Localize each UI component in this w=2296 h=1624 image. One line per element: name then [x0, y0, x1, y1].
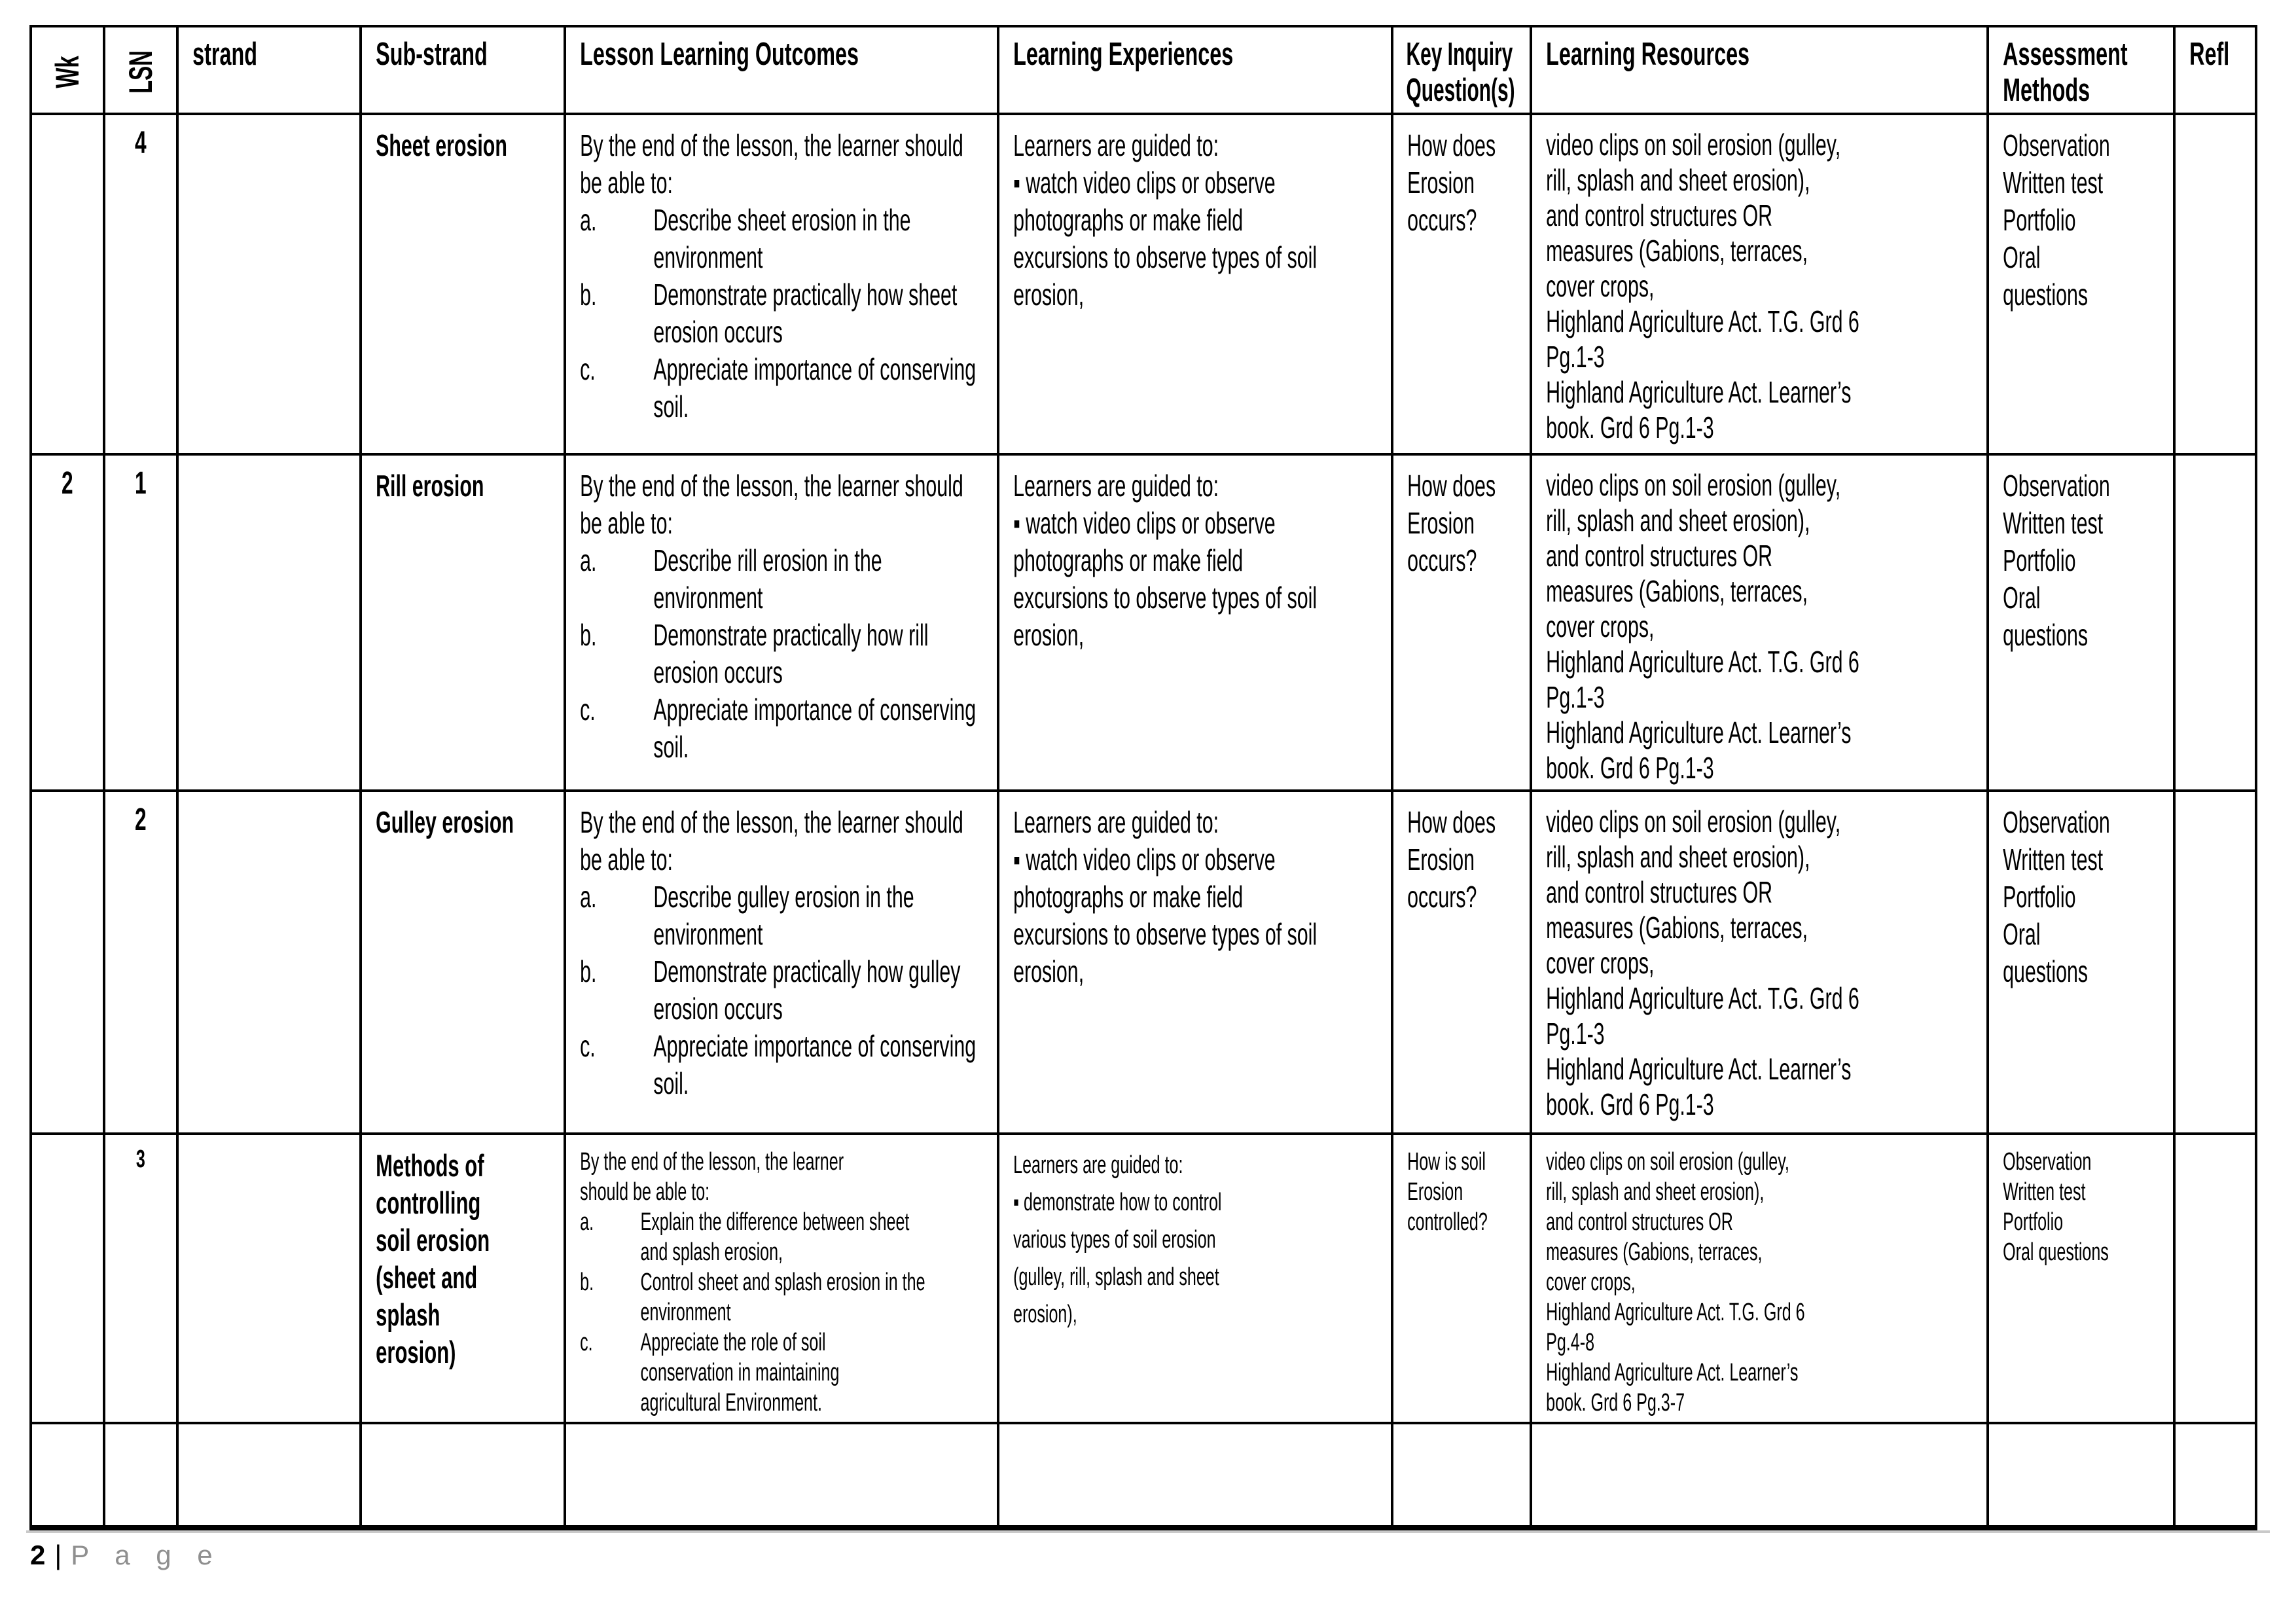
header-substrand: [361, 26, 565, 114]
line-text: cover crops,: [1546, 609, 1655, 643]
line-text: photographs or make field: [1013, 543, 1244, 577]
line-text: Highland Agriculture Act. T.G. Grd 6: [1546, 981, 1859, 1015]
line-text: erosion occurs: [653, 992, 783, 1026]
line-text: measures (Gabions, terraces,: [1546, 574, 1808, 608]
line-text: Written test: [2003, 1178, 2086, 1206]
line-text: be able to:: [580, 166, 673, 200]
list-marker: [580, 1065, 653, 1102]
line-text: Demonstrate practically how rill: [653, 618, 929, 652]
cell-wk: [31, 454, 104, 791]
substrand-value: [362, 1424, 563, 1440]
line-text: Observation: [2003, 805, 2110, 839]
footer-divider: [26, 1530, 2270, 1533]
cell-resources: [1531, 1134, 1988, 1423]
line-text: ▪ watch video clips or observe: [1013, 842, 1276, 876]
refl-value: [2176, 1135, 2255, 1151]
line-text: measures (Gabions, terraces,: [1546, 911, 1808, 945]
line-text: occurs?: [1407, 543, 1477, 577]
line-text: Control sheet and splash erosion in the: [640, 1269, 925, 1296]
cell-outcomes: [565, 114, 998, 454]
list-marker: a.: [580, 1208, 594, 1236]
line-text: book. Grd 6 Pg.1-3: [1546, 410, 1714, 444]
cell-inquiry: [1392, 114, 1531, 454]
line-text: be able to:: [580, 506, 673, 540]
wk-value: [32, 1424, 103, 1434]
cell-strand: [177, 454, 361, 791]
resources-text: [1532, 456, 1985, 789]
header-experiences-label: Learning Experiences: [1013, 37, 1234, 72]
table-row-empty: [31, 1423, 2256, 1528]
line-text: Oral: [2003, 917, 2041, 951]
table-row-gulley-erosion: [31, 791, 2256, 1134]
cell-substrand: [361, 1423, 565, 1528]
line-text: Observation: [2003, 128, 2110, 162]
inquiry-text: [1393, 1135, 1529, 1241]
line-text: rill, splash and sheet erosion),: [1546, 503, 1810, 537]
list-marker: c.: [580, 1029, 596, 1063]
line-text: book. Grd 6 Pg.3-7: [1546, 1389, 1685, 1416]
line-text: Appreciate the role of soil: [640, 1329, 826, 1356]
refl-value: [2176, 792, 2255, 808]
strand-value: [179, 115, 359, 131]
line-text: rill, splash and sheet erosion),: [1546, 840, 1810, 874]
line-text: and splash erosion,: [640, 1238, 783, 1266]
substrand-value: [362, 1135, 563, 1375]
cell-lsn: [104, 114, 177, 454]
assessment-text: [1989, 1424, 2172, 1440]
line-text: and control structures OR: [1546, 539, 1773, 573]
line-text: By the end of the lesson, the learner: [580, 1148, 844, 1176]
cell-lsn: [104, 791, 177, 1134]
resources-text: [1532, 115, 1985, 449]
footer-separator: |: [54, 1540, 62, 1570]
line-text: erosion occurs: [653, 315, 783, 349]
line-text: video clips on soil erosion (gulley,: [1546, 804, 1841, 839]
line-text: How is soil: [1407, 1148, 1486, 1176]
wk-value: [32, 792, 103, 801]
cell-resources: [1531, 454, 1988, 791]
line-text: questions: [2003, 278, 2089, 312]
line-text: Learners are guided to:: [1013, 805, 1219, 839]
line-text: and control structures OR: [1546, 198, 1773, 232]
list-marker: [580, 1358, 640, 1388]
header-wk: [31, 26, 104, 114]
inquiry-text: [1393, 456, 1529, 583]
line-text: Highland Agriculture Act. Learner’s: [1546, 1052, 1852, 1086]
cell-substrand: [361, 454, 565, 791]
cell-outcomes: [565, 1423, 998, 1528]
cell-experiences: [998, 114, 1392, 454]
line-text: Gulley erosion: [376, 805, 514, 839]
header-wk-label: Wk: [49, 55, 86, 88]
cell-assessment: [1988, 1134, 2174, 1423]
line-text: controlling: [376, 1185, 481, 1220]
resources-text: [1532, 792, 1985, 1126]
line-text: erosion occurs: [653, 655, 783, 689]
list-marker: b.: [580, 618, 597, 652]
experiences-text: [999, 792, 1390, 994]
line-text: various types of soil erosion: [1013, 1226, 1216, 1254]
cell-outcomes: [565, 1134, 998, 1423]
line-text: excursions to observe types of soil: [1013, 581, 1318, 615]
header-resources: [1531, 26, 1988, 114]
line-text: Observation: [2003, 1148, 2092, 1176]
line-text: Highland Agriculture Act. T.G. Grd 6: [1546, 1299, 1805, 1326]
cell-inquiry: [1392, 454, 1531, 791]
line-text: How does: [1407, 128, 1496, 162]
header-experiences: [998, 26, 1392, 114]
cell-outcomes: [565, 454, 998, 791]
line-text: video clips on soil erosion (gulley,: [1546, 1148, 1789, 1176]
line-text: cover crops,: [1546, 1269, 1636, 1296]
list-marker: b.: [580, 954, 597, 988]
cell-experiences: [998, 1134, 1392, 1423]
cell-lsn: [104, 1134, 177, 1423]
line-text: Learners are guided to:: [1013, 128, 1219, 162]
cell-strand: [177, 1423, 361, 1528]
line-text: Describe gulley erosion in the: [653, 880, 914, 914]
assessment-text: [1989, 115, 2172, 317]
line-text: Highland Agriculture Act. Learner’s: [1546, 1359, 1799, 1386]
line-text: Portfolio: [2003, 1208, 2064, 1236]
header-lsn: [104, 26, 177, 114]
strand-value: [179, 792, 359, 808]
table-header-row: [31, 26, 2256, 114]
table-row-rill-erosion: [31, 454, 2256, 791]
line-text: photographs or make field: [1013, 203, 1244, 237]
line-text: questions: [2003, 954, 2089, 988]
cell-assessment: [1988, 791, 2174, 1134]
line-text: By the end of the lesson, the learner should: [580, 128, 963, 162]
line-text: ▪ demonstrate how to control: [1013, 1189, 1222, 1216]
lsn-value: 1: [135, 466, 147, 501]
line-text: erosion): [376, 1335, 456, 1369]
line-text: soil.: [653, 730, 689, 764]
footer-page-label: P a g e: [71, 1540, 222, 1570]
cell-wk: [31, 1423, 104, 1528]
wk-value: [32, 1135, 103, 1144]
line-text: environment: [653, 581, 763, 615]
list-marker: c.: [580, 693, 596, 727]
line-text: erosion,: [1013, 954, 1085, 988]
line-text: How does: [1407, 469, 1496, 503]
line-text: Methods of: [376, 1148, 484, 1183]
strand-value: [179, 456, 359, 471]
line-text: Highland Agriculture Act. T.G. Grd 6: [1546, 304, 1859, 338]
substrand-value: [362, 115, 563, 168]
cell-inquiry: [1392, 1423, 1531, 1528]
cell-strand: [177, 791, 361, 1134]
line-text: Erosion: [1407, 842, 1475, 876]
list-marker: b.: [580, 278, 597, 312]
header-lsn-label: LSN: [122, 50, 159, 94]
line-text: Highland Agriculture Act. T.G. Grd 6: [1546, 645, 1859, 679]
line-text: controlled?: [1407, 1208, 1488, 1236]
lsn-value: 4: [135, 126, 147, 160]
cell-experiences: [998, 791, 1392, 1134]
list-marker: a.: [580, 880, 597, 914]
lsn-value: 2: [135, 803, 147, 837]
table-row-methods-of-controlling: [31, 1134, 2256, 1423]
cell-resources: [1531, 114, 1988, 454]
line-text: Appreciate importance of conserving: [653, 693, 977, 727]
list-marker: c.: [580, 1329, 593, 1356]
refl-value: [2176, 456, 2255, 471]
line-text: cover crops,: [1546, 269, 1655, 303]
outcomes-text: [566, 792, 996, 1106]
line-text: splash: [376, 1297, 440, 1332]
cell-assessment: [1988, 114, 2174, 454]
cell-refl: [2174, 1423, 2256, 1528]
list-marker: [580, 239, 653, 276]
outcomes-text: [566, 456, 996, 770]
line-text: excursions to observe types of soil: [1013, 917, 1318, 951]
header-substrand-label: Sub-strand: [376, 37, 488, 72]
inquiry-text: [1393, 792, 1529, 920]
line-text: rill, splash and sheet erosion),: [1546, 1178, 1765, 1206]
cell-assessment: [1988, 454, 2174, 791]
page-footer: [30, 1540, 222, 1571]
line-text: video clips on soil erosion (gulley,: [1546, 128, 1841, 162]
line-text: By the end of the lesson, the learner should: [580, 805, 963, 839]
outcomes-text: [566, 1135, 996, 1422]
line-text: questions: [2003, 618, 2089, 652]
cell-wk: [31, 1134, 104, 1423]
substrand-value: [362, 456, 563, 509]
list-marker: a.: [580, 543, 597, 577]
line-text: environment: [640, 1299, 731, 1326]
outcomes-text: [566, 115, 996, 429]
cell-inquiry: [1392, 791, 1531, 1134]
wk-value: [32, 115, 103, 124]
list-marker: c.: [580, 352, 596, 386]
list-marker: [580, 1297, 640, 1327]
cell-resources: [1531, 791, 1988, 1134]
header-strand: [177, 26, 361, 114]
resources-text: [1532, 1424, 1985, 1440]
experiences-text: [999, 1135, 1390, 1337]
header-outcomes-label: Lesson Learning Outcomes: [580, 37, 859, 72]
line-text: Highland Agriculture Act. Learner’s: [1546, 715, 1852, 749]
inquiry-text: [1393, 115, 1529, 243]
cell-resources: [1531, 1423, 1988, 1528]
line-text: and control structures OR: [1546, 1208, 1733, 1236]
line-text: Observation: [2003, 469, 2110, 503]
cell-substrand: [361, 1134, 565, 1423]
header-outcomes: [565, 26, 998, 114]
outcomes-text: [566, 1424, 996, 1440]
line-text: Highland Agriculture Act. Learner’s: [1546, 375, 1852, 409]
line-text: Pg.4-8: [1546, 1329, 1595, 1356]
cell-wk: [31, 114, 104, 454]
cell-inquiry: [1392, 1134, 1531, 1423]
cell-lsn: [104, 1423, 177, 1528]
line-text: Describe sheet erosion in the: [653, 203, 911, 237]
cell-refl: [2174, 114, 2256, 454]
cell-refl: [2174, 454, 2256, 791]
line-text: environment: [653, 240, 763, 274]
table-row-sheet-erosion: [31, 114, 2256, 454]
line-text: excursions to observe types of soil: [1013, 240, 1318, 274]
line-text: erosion),: [1013, 1301, 1077, 1328]
list-marker: b.: [580, 1269, 594, 1296]
header-resources-label: Learning Resources: [1546, 37, 1750, 72]
list-marker: a.: [580, 203, 597, 237]
line-text: Oral questions: [2003, 1238, 2109, 1266]
resources-text: [1532, 1135, 1985, 1422]
line-text: and control structures OR: [1546, 875, 1773, 909]
assessment-text: [1989, 1135, 2172, 1271]
refl-value: [2176, 1424, 2255, 1440]
list-marker: [580, 990, 653, 1028]
line-text: Sheet erosion: [376, 128, 507, 162]
cell-strand: [177, 114, 361, 454]
cell-experiences: [998, 1423, 1392, 1528]
wk-value: 2: [62, 466, 73, 501]
assessment-text: [1989, 792, 2172, 994]
cell-lsn: [104, 454, 177, 791]
line-text: rill, splash and sheet erosion),: [1546, 163, 1810, 197]
line-text: How does: [1407, 805, 1496, 839]
strand-value: [179, 1135, 359, 1151]
line-text: Portfolio: [2003, 543, 2076, 577]
inquiry-text: [1393, 1424, 1529, 1440]
list-marker: [580, 916, 653, 953]
line-text: Demonstrate practically how sheet: [653, 278, 958, 312]
line-text: measures (Gabions, terraces,: [1546, 1238, 1763, 1266]
substrand-value: [362, 792, 563, 845]
line-text: Learners are guided to:: [1013, 1151, 1183, 1179]
header-refl: [2174, 26, 2256, 114]
line-text: measures (Gabions, terraces,: [1546, 234, 1808, 268]
line-text: book. Grd 6 Pg.1-3: [1546, 751, 1714, 785]
line-text: soil.: [653, 1066, 689, 1100]
scheme-of-work-table: [29, 25, 2257, 1530]
cell-substrand: [361, 791, 565, 1134]
line-text: Erosion: [1407, 166, 1475, 200]
line-text: Pg.1-3: [1546, 340, 1605, 374]
cell-refl: [2174, 791, 2256, 1134]
line-text: Oral: [2003, 581, 2041, 615]
line-text: Rill erosion: [376, 469, 484, 503]
line-text: Describe rill erosion in the: [653, 543, 882, 577]
experiences-text: [999, 456, 1390, 658]
strand-value: [179, 1424, 359, 1440]
line-text: Portfolio: [2003, 203, 2076, 237]
line-text: occurs?: [1407, 880, 1477, 914]
footer-page-number: 2: [30, 1540, 46, 1570]
header-inquiry-label: Key Inquiry Question(s): [1406, 37, 1515, 108]
header-assessment-label: Assessment Methods: [2003, 37, 2128, 108]
list-marker: [580, 1237, 640, 1267]
cell-strand: [177, 1134, 361, 1423]
lsn-value: [105, 1424, 176, 1434]
line-text: Erosion: [1407, 506, 1475, 540]
line-text: be able to:: [580, 842, 673, 876]
line-text: book. Grd 6 Pg.1-3: [1546, 1087, 1714, 1121]
line-text: Appreciate importance of conserving: [653, 352, 977, 386]
line-text: Written test: [2003, 166, 2104, 200]
line-text: Portfolio: [2003, 880, 2076, 914]
list-marker: [580, 729, 653, 766]
header-assessment: [1988, 26, 2174, 114]
line-text: photographs or make field: [1013, 880, 1244, 914]
line-text: occurs?: [1407, 203, 1477, 237]
line-text: ▪ watch video clips or observe: [1013, 166, 1276, 200]
line-text: cover crops,: [1546, 946, 1655, 980]
line-text: By the end of the lesson, the learner should: [580, 469, 963, 503]
list-marker: [580, 314, 653, 351]
cell-wk: [31, 791, 104, 1134]
cell-assessment: [1988, 1423, 2174, 1528]
line-text: erosion,: [1013, 618, 1085, 652]
list-marker: [580, 388, 653, 425]
line-text: environment: [653, 917, 763, 951]
line-text: Oral: [2003, 240, 2041, 274]
lsn-value: 3: [135, 1146, 145, 1173]
list-marker: [580, 1388, 640, 1418]
cell-outcomes: [565, 791, 998, 1134]
line-text: Erosion: [1407, 1178, 1463, 1206]
header-strand-label: strand: [192, 37, 257, 72]
assessment-text: [1989, 456, 2172, 658]
header-refl-label: Refl: [2189, 37, 2230, 72]
refl-value: [2176, 115, 2255, 131]
line-text: soil erosion: [376, 1223, 490, 1257]
line-text: video clips on soil erosion (gulley,: [1546, 468, 1841, 502]
line-text: Appreciate importance of conserving: [653, 1029, 977, 1063]
line-text: should be able to:: [580, 1178, 710, 1206]
line-text: erosion,: [1013, 278, 1085, 312]
cell-experiences: [998, 454, 1392, 791]
line-text: Written test: [2003, 506, 2104, 540]
line-text: Demonstrate practically how gulley: [653, 954, 961, 988]
line-text: (gulley, rill, splash and sheet: [1013, 1263, 1219, 1291]
experiences-text: [999, 115, 1390, 317]
line-text: (sheet and: [376, 1260, 478, 1295]
list-marker: [580, 579, 653, 617]
list-marker: [580, 654, 653, 691]
line-text: soil.: [653, 389, 689, 424]
header-inquiry: [1392, 26, 1531, 114]
experiences-text: [999, 1424, 1390, 1440]
line-text: Pg.1-3: [1546, 680, 1605, 714]
line-text: Written test: [2003, 842, 2104, 876]
line-text: ▪ watch video clips or observe: [1013, 506, 1276, 540]
line-text: agricultural Environment.: [640, 1389, 822, 1416]
cell-refl: [2174, 1134, 2256, 1423]
line-text: Learners are guided to:: [1013, 469, 1219, 503]
line-text: Explain the difference between sheet: [640, 1208, 910, 1236]
line-text: Pg.1-3: [1546, 1017, 1605, 1051]
line-text: conservation in maintaining: [640, 1359, 840, 1386]
cell-substrand: [361, 114, 565, 454]
